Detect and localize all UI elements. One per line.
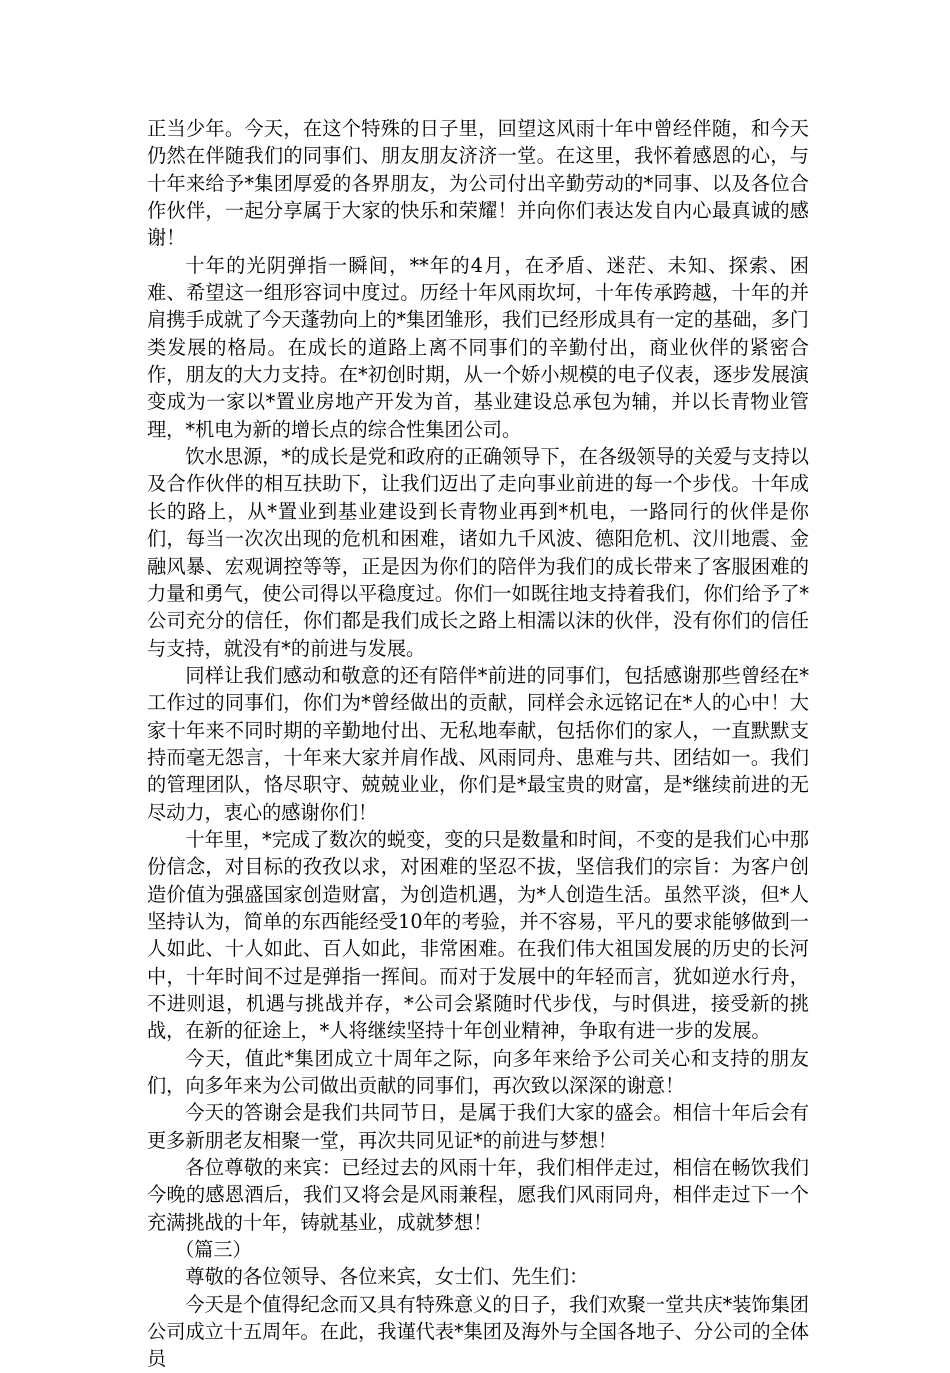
paragraph-gratitude-partners: 饮水思源，*的成长是党和政府的正确领导下，在各级领导的关爱与支持以及合作伙伴的相互扶助下，让我们迈出了走向事业前进的每一个步伐。十年成长的路上，从*置业到基业建设到长青物业再到*机电，一路同行的伙伴是你们，每当一次次出现的危机和困难，诸如九千风波、德阳危机、汶川地震、金融风暴、宏观调控等等，正是因为你们的陪伴为我们的成长带来了客服困难的力量和勇气，使公司得以平稳度过。你们一如既往地支持着我们，你们给予了*公司充分的信任，你们都是我们成长之路上相濡以沫的伙伴，没有你们的信任与支持，就没有*的前进与发展。 xyxy=(147,445,809,660)
salutation: 尊敬的各位领导、各位来宾，女士们、先生们： xyxy=(185,1265,589,1289)
paragraph-anniversary-thanks: 今天，值此*集团成立十周年之际，向多年来给予公司关心和支持的朋友们，向多年来为公司做出贡献的同事们，再次致以深深的谢意！ xyxy=(147,1046,809,1098)
paragraph-fifteenth-anniversary: 今天是个值得纪念而又具有特殊意义的日子，我们欢聚一堂共庆*装饰集团公司成立十五周年。在此，我谨代表*集团及海外与全国各地子、分公司的全体员 xyxy=(147,1292,809,1371)
paragraph-intro-continuation: 正当少年。今天，在这个特殊的日子里，回望这风雨十年中曾经伴随，和今天仍然在伴随我们的同事们、朋友朋友济济一堂。在这里，我怀着感恩的心，与十年来给予*集团厚爱的各界朋友，为公司付出辛勤劳动的*同事、以及各位合作伙伴，一起分享属于大家的快乐和荣耀！并向你们表达发自内心最真诚的感谢！ xyxy=(147,117,809,250)
paragraph-ten-years: 十年的光阴弹指一瞬间，**年的4月，在矛盾、迷茫、未知、探索、困难、希望这一组形容词中度过。历经十年风雨坎坷，十年传承跨越，十年的并肩携手成就了今天蓬勃向上的*集团雏形，我们已经形成具有一定的基础，多门类发展的格局。在成长的道路上离不同事们的辛勤付出，商业伙伴的紧密合作，朋友的大力支持。在*初创时期，从一个娇小规模的电子仪表，逐步发展演变成为一家以*置业房地产开发为首，基业建设总承包为辅，并以长青物业管理，*机电为新的增长点的综合性集团公司。 xyxy=(147,253,809,441)
paragraph-celebration: 今天的答谢会是我们共同节日，是属于我们大家的盛会。相信十年后会有更多新朋老友相聚一堂，再次共同见证*的前进与梦想！ xyxy=(147,1101,809,1152)
paragraph-closing: 各位尊敬的来宾：已经过去的风雨十年，我们相伴走过，相信在畅饮我们今晚的感恩酒后，我们又将会是风雨兼程，愿我们风雨同舟，相伴走过下一个充满挑战的十年，铸就基业，成就梦想！ xyxy=(147,1156,809,1234)
section-heading: （篇三） xyxy=(175,1238,252,1262)
paragraph-gratitude-colleagues: 同样让我们感动和敬意的还有陪伴*前进的同事们，包括感谢那些曾经在*工作过的同事们，你们为*曾经做出的贡献，同样会永远铭记在*人的心中！大家十年来不同时期的辛勤地付出、无私地奉献，包括你们的家人，一直默默支持而毫无怨言，十年来大家并肩作战、风雨同舟、患难与共、团结如一。我们的管理团队，恪尽职守、兢兢业业，你们是*最宝贵的财富，是*继续前进的无尽动力，衷心的感谢你们！ xyxy=(147,663,809,824)
paragraph-transformation: 十年里，*完成了数次的蜕变，变的只是数量和时间，不变的是我们心中那份信念，对目标的孜孜以求，对困难的坚忍不拔，坚信我们的宗旨：为客户创造价值为强盛国家创造财富，为创造机遇，为*人创造生活。虽然平淡，但*人坚持认为，简单的东西能经受10年的考验，并不容易，平凡的要求能够做到一人如此、十人如此、百人如此，非常困难。在我们伟大祖国发展的历史的长河中，十年时间不过是弹指一挥间。而对于发展中的年轻而言，犹如逆水行舟，不进则退，机遇与挑战并存，*公司会紧随时代步伐，与时俱进，接受新的挑战，在新的征途上，*人将继续坚持十年创业精神，争取有进一步的发展。 xyxy=(147,827,809,1043)
document-body xyxy=(147,115,809,1373)
